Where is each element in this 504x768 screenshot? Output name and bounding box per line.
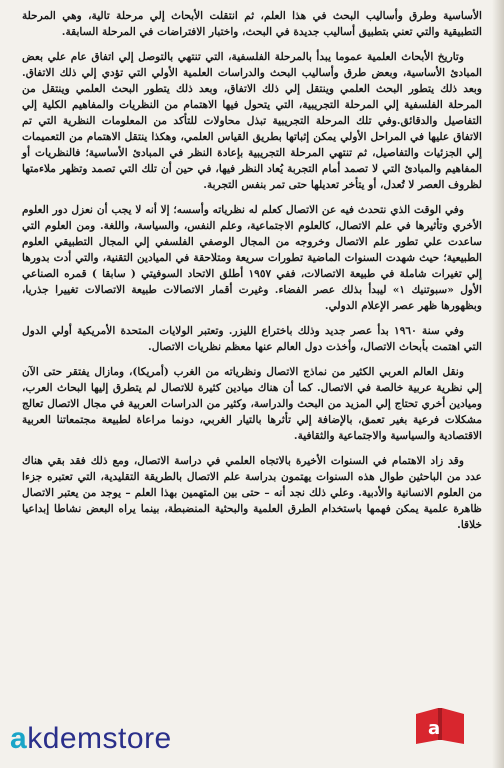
paragraph-2: وتاريخ الأبحاث العلمية عموما يبدأ بالمرحلة الفلسفية، التي تنتهي بالتوصل إلي اتفاق عام علي بعض المبادئ الأساسية، وبعض طرق وأساليب البحث والدراسات العلمية الأولي التي تؤدي إلي ذلك الاتفاق. وبعد ذلك يتطور البحث العلمي وينتقل إلي ذلك الاتفاق، وبعد ذلك يتطور البحث العلمي وينتقل من المرحلة الفلسفية إلي المرحلة التجريبية، التي يتحول فيها الاهتمام من النظريات والمفاهيم الكلية إلي التفاصيل والدقائق.وفي تلك المرحلة التجريبية تبذل محاولات للتأكد من المعلومات النظرية التي تم الاتفاق عليها في المراحل الأولي يمكن إثباتها بطريق القياس العلمي، وهكذا ينتقل الاهتمام من التعميمات إلي الجزئيات والتفاصيل، ثم تنتهي المرحلة التجريبية بإعادة النظر في المبادئ الأساسية؛ فالنظريات أو المفاهيم والمبادئ التي لا تصمد أمام التجربة يُعاد النظر فيها، في حين أن تلك التي تصمد وتظهر ملاءمتها لظروف العصر لا تُعدل، أو يتأخر تعديلها حتى تمر بنفس التجربة. [22, 51, 482, 191]
paragraph-3: وفي الوقت الذي نتحدث فيه عن الاتصال كعلم له نظرياته وأسسه؛ إلا أنه لا يجب أن نعزل دور العلوم الأخري وتأثيرها في علم الاتصال، كالعلوم الاجتماعية، وعلم النفس، والسياسة، واللغة. ومن العلوم التي ساعدت علي تطور علم الاتصال وخروجه من المجال الوصفي الفلسفي إلي المجال التطبيقي العلوم الطبيعية؛ حيث شهدت السنوات الماضية تطورات سريعة ومتلاحقة في الميادين التقنية، والتي أدت بدورها إلي تغيرات شاملة في طبيعة الاتصالات، ففي ١٩٥٧ أطلق الاتحاد السوفيتي ( سابقا ) قمره الصناعي الأول «سبوتنيك ١» ليبدأ بذلك عصر الفضاء. وغيرت أقمار الاتصالات طبيعة الاتصالات تغييرا جذريا، وبظهورها ظهر عصر الإعلام الدولي. [22, 204, 482, 312]
store-watermark-text [10, 722, 172, 756]
paragraph-1: الأساسية وطرق وأساليب البحث في هذا العلم، ثم انتقلت الأبحاث إلي مرحلة تالية، وهي المرحلة التطبيقية والتي تعني بتطبيق أساليب جديدة في البحث، واختبار الافتراضات في المرحلة السابقة. [22, 10, 482, 38]
brand-rest: kdemstore [27, 722, 172, 755]
brand-initial: a [10, 722, 28, 755]
book-logo-icon [412, 704, 468, 746]
paragraph-5: ونقل العالم العربي الكثير من نماذج الاتصال ونظرياته من الغرب (أمريكا)، ومازال يفتقر حتى الآن إلي نظرية عربية خالصة في الاتصال. كما أن هناك ميادين كثيرة للاتصال لم يتطرق إليها البحاث العرب، وميادين أخري تحتاج إلي المزيد من البحث والدراسة، وكثير من الدراسات العربية في مجال الاتصال تعالج مشكلات فرعية بغير تعمق، بالإضافة إلي تأثرها بالتيار الغربي، دونما مراعاة لطبيعة مجتمعاتنا العربية الاقتصادية والسياسية والاجتماعية والثقافية. [22, 366, 482, 442]
page-edge-shadow [492, 0, 504, 768]
svg-text:a: a [428, 718, 441, 739]
page-text [22, 8, 482, 698]
paragraph-6: وقد زاد الاهتمام في السنوات الأخيرة بالاتجاه العلمي في دراسة الاتصال، ومع ذلك فقد بقي هناك عدد من الباحثين طوال هذه السنوات يهتمون بدراسة علم الاتصال بالطريقة التقليدية، التي تعتبره جزءا من العلوم الانسانية والأدبية. وعلي ذلك نجد أنه – حتى بين المتهمين بهذا العلم – يوجد من يعتبر الاتصال ظاهرة علمية يمكن فهمها باستخدام الطرق العلمية والبحثية المنضبطة، بينما يراه البعض نشاطا إبداعيا خلاقا. [22, 455, 482, 531]
store-watermark [10, 700, 500, 760]
paragraph-4: وفي سنة ١٩٦٠ بدأ عصر جديد وذلك باختراع الليزر. وتعتبر الولايات المتحدة الأمريكية أولي الدول التي اهتمت بأبحاث الاتصال، وأخذت دول العالم عنها معظم نظريات الاتصال. [22, 325, 482, 353]
